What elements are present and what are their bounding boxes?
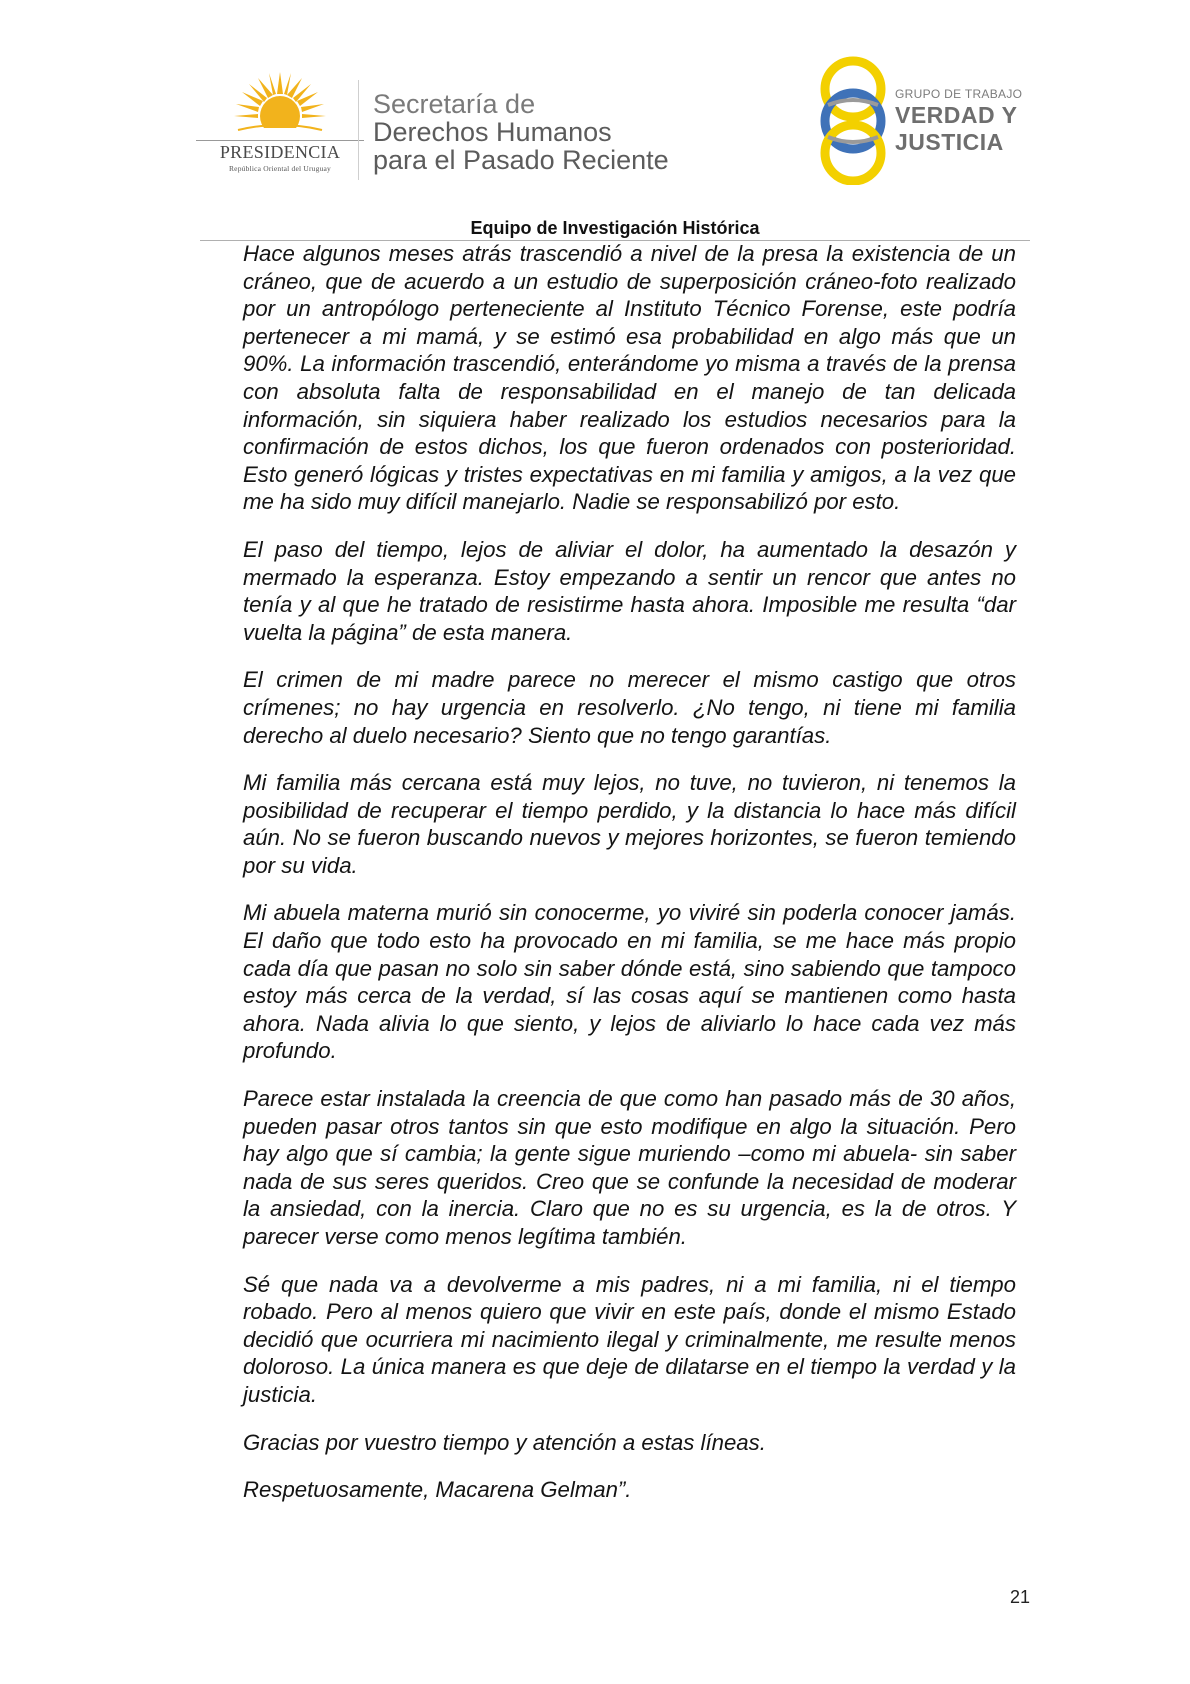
secretaria-line-2: Derechos Humanos — [373, 117, 612, 147]
secretaria-line-3: para el Pasado Reciente — [373, 145, 669, 175]
presidencia-name: PRESIDENCIA — [219, 142, 341, 162]
grupo-trabajo-text — [895, 88, 1022, 154]
letter-body — [243, 240, 1016, 1524]
signature-line: Respetuosamente, Macarena Gelman”. — [243, 1477, 632, 1503]
paragraph: Mi abuela materna murió sin conocerme, yo viviré sin poderla conocer jamás. El daño que todo esto ha provocado en mi familia, se me hace más propio cada día que pasan no solo sin saber dónde está, sino sabiendo que tampoco estoy más cerca de la verdad, sí las cosas aquí se mantienen como hasta ahora. Nada alivia lo que siento, y lejos de aliviarlo lo hace cada vez más profundo. — [243, 900, 1016, 1064]
paragraph: Hace algunos meses atrás trascendió a nivel de la presa la existencia de un cráneo, que de acuerdo a un estudio de superposición cráneo-foto realizado por un antropólogo perteneciente al Instituto Técnico Forense, este podría pertenecer a mi mamá, y se estimó esa probabilidad en algo más que un 90%. La información trascendió, enterándome yo misma a través de la prensa con absoluta falta de responsabilidad en el manejo de tan delicada información, sin siquiera haber realizado los estudios necesarios para la confirmación de estos dichos, los que fueron ordenados con posterioridad. Esto generó lógicas y tristes expectativas en mi familia y amigos, a la vez que me ha sido muy difícil manejarlo. Nadie se responsabilizó por esto. — [243, 241, 1016, 515]
paragraph: Sé que nada va a devolverme a mis padres, ni a mi familia, ni el tiempo robado. Pero al menos quiero que vivir en este país, donde el mismo Estado decidió que ocurriera mi nacimiento ilegal y criminalmente, me resulte menos doloroso. La única manera es que deje de dilatarse en el tiempo la verdad y la justicia. — [243, 1271, 1016, 1407]
paragraph: Mi familia más cercana está muy lejos, no tuve, no tuvieron, ni tenemos la posibilidad de recuperar el tiempo perdido, y la distancia lo hace más difícil aún. No se fueron buscando nuevos y mejores horizontes, se fueron temiendo por su vida. — [243, 770, 1016, 878]
secretaria-line-1: Secretaría de — [373, 89, 536, 119]
grupo-trabajo-logo — [815, 55, 1025, 185]
team-title: Equipo de Investigación Histórica — [470, 218, 760, 238]
secretaria-logo-text — [373, 90, 669, 174]
presidencia-subtitle: República Oriental del Uruguay — [228, 164, 331, 173]
grupo-trabajo-line-2: VERDAD Y — [895, 102, 1018, 128]
paragraph: El paso del tiempo, lejos de aliviar el dolor, ha aumentado la desazón y mermado la esperanza. Estoy empezando a sentir un rencor que antes no tenía y al que he tratado de resistirme hasta ahora. Imposible me resulta “dar vuelta la página” de esta manera. — [243, 536, 1016, 645]
page-number: 21 — [1009, 1587, 1030, 1607]
logo-divider — [358, 80, 359, 180]
presidencia-divider — [196, 140, 364, 141]
page-header — [0, 0, 1190, 240]
linked-rings-icon — [815, 55, 891, 185]
grupo-trabajo-line-1: GRUPO DE TRABAJO — [895, 87, 1023, 101]
grupo-trabajo-line-3: JUSTICIA — [895, 129, 1004, 155]
paragraph: El crimen de mi madre parece no merecer el mismo castigo que otros crímenes; no hay urgencia en resolverlo. ¿No tengo, ni tiene mi familia derecho al duelo necesario? Siento que no tengo garantías. — [243, 667, 1016, 748]
closing-thanks: Gracias por vuestro tiempo y atención a estas líneas. — [243, 1429, 766, 1455]
presidencia-logo — [190, 70, 370, 180]
paragraph: Parece estar instalada la creencia de que como han pasado más de 30 años, pueden pasar otros tantos sin que esto modifique en algo la situación. Pero hay algo que sí cambia; la gente sigue muriendo –como mi abuela- sin saber nada de sus seres queridos. Creo que se confunde la necesidad de moderar la ansiedad, con la inercia. Claro que no es su urgencia, es la de otros. Y parecer verse como menos legítima también. — [243, 1086, 1016, 1249]
sun-emblem-icon — [230, 70, 330, 142]
